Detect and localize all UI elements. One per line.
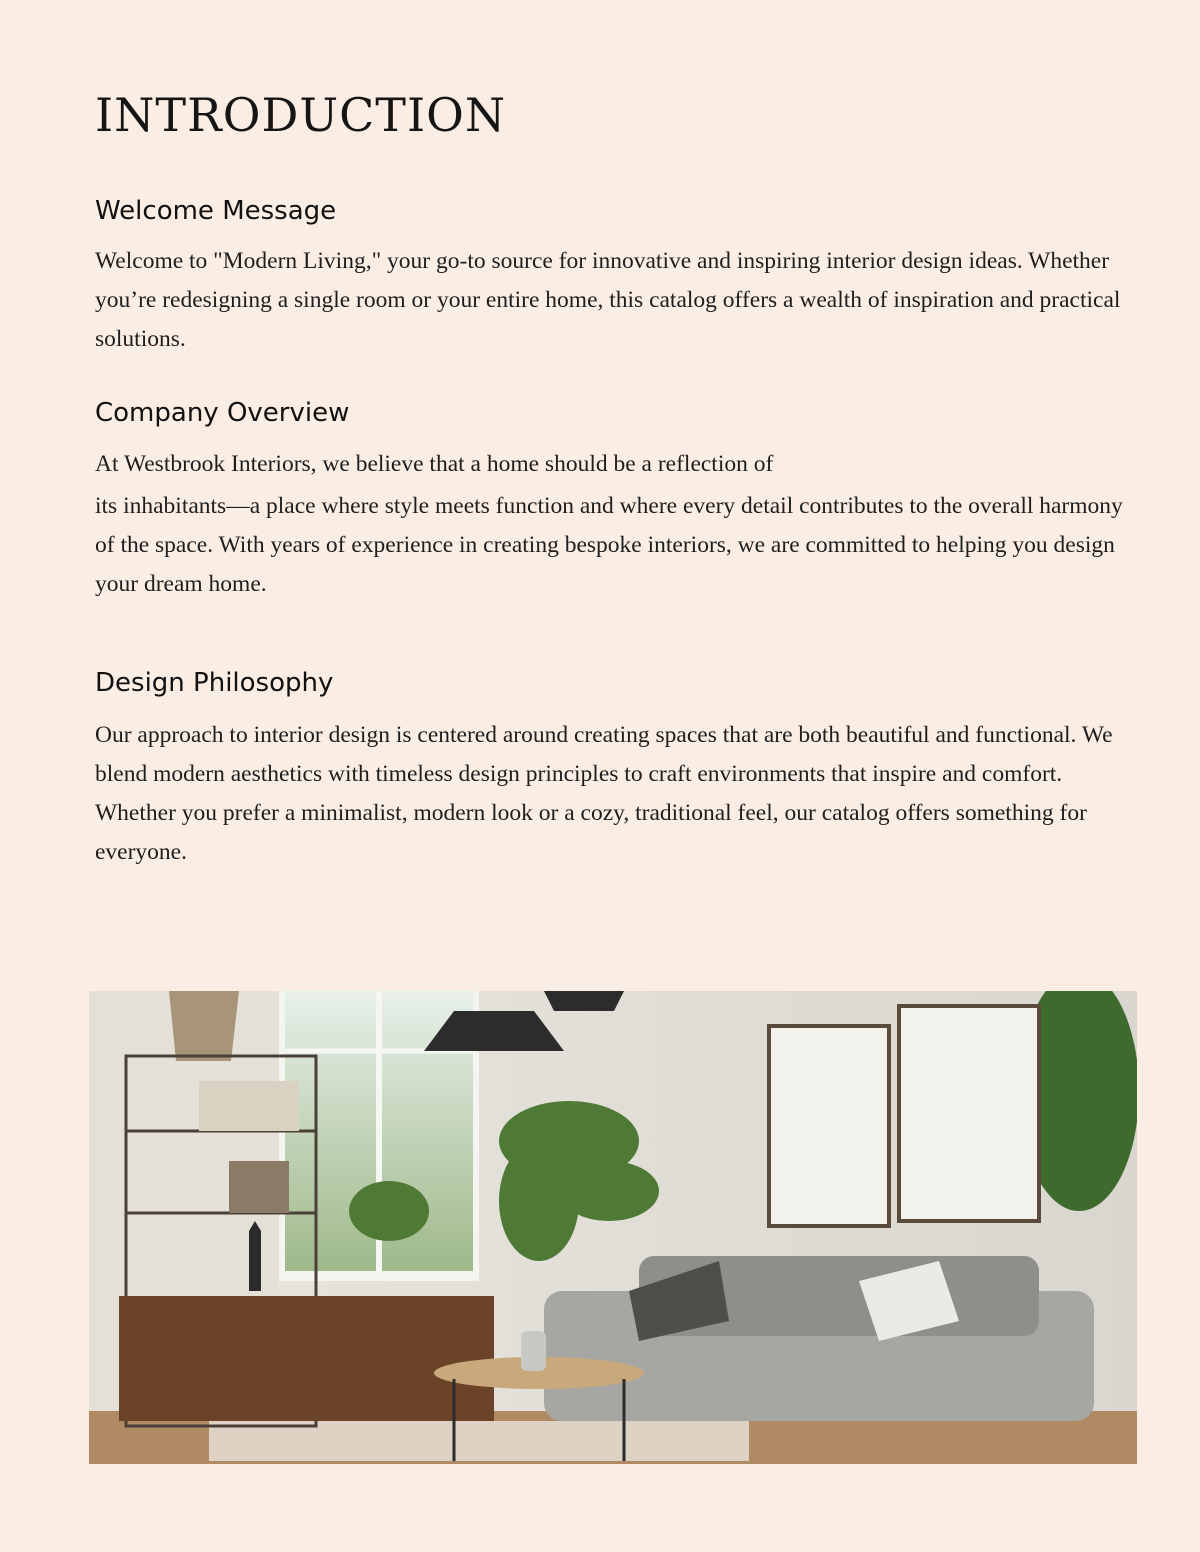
company-overview-line1: At Westbrook Interiors, we believe that a home should be a reflection of <box>95 451 774 477</box>
company-overview-body: its inhabitants—a place where style meets function and where every detail contributes to the overall harmony of the space. With years of experience in creating bespoke interiors, we are committed to helping you design your dream home. <box>95 493 1123 597</box>
welcome-heading: Welcome Message <box>95 196 337 226</box>
living-room-photo <box>89 991 1137 1464</box>
design-philosophy-heading: Design Philosophy <box>95 668 334 698</box>
company-overview-heading: Company Overview <box>95 398 350 428</box>
welcome-body: Welcome to "Modern Living," your go-to source for innovative and inspiring interior design ideas. Whether you’re redesigning a single room or your entire home, this catalog offers a wealth of inspiration and practical solutions. <box>95 248 1121 352</box>
page-title: INTRODUCTION <box>95 88 507 142</box>
design-philosophy-body: Our approach to interior design is centered around creating spaces that are both beautiful and functional. We blend modern aesthetics with timeless design principles to craft environments that inspire and comfort. Whether you prefer a minimalist, modern look or a cozy, traditional feel, our catalog offers something for everyone. <box>95 722 1113 865</box>
